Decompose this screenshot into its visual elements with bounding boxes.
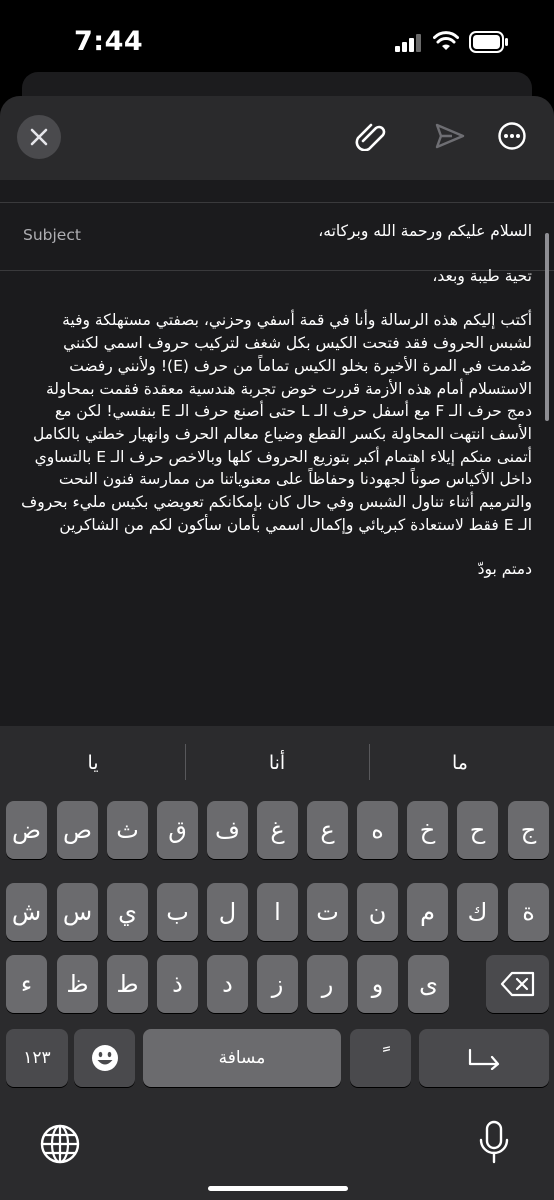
space-key[interactable] xyxy=(143,1029,341,1087)
key[interactable]: ط xyxy=(107,955,148,1013)
globe-icon[interactable] xyxy=(38,1122,82,1166)
return-key[interactable] xyxy=(419,1029,549,1087)
key[interactable]: ج xyxy=(508,801,549,859)
cellular-signal-icon xyxy=(395,34,423,52)
key[interactable]: ص xyxy=(57,801,98,859)
battery-icon xyxy=(469,31,509,53)
key[interactable]: ع xyxy=(307,801,348,859)
key[interactable]: ق xyxy=(157,801,198,859)
key[interactable]: م xyxy=(407,883,448,941)
key[interactable]: ي xyxy=(107,883,148,941)
key[interactable]: و xyxy=(357,955,398,1013)
key[interactable]: ب xyxy=(157,883,198,941)
attach-button[interactable] xyxy=(352,116,392,156)
close-icon xyxy=(30,128,48,146)
message-body[interactable] xyxy=(20,220,532,603)
compose-toolbar xyxy=(0,96,554,180)
key[interactable]: ه xyxy=(357,801,398,859)
body-paragraph: تحية طيبة وبعد، xyxy=(432,266,532,285)
key[interactable]: ن xyxy=(357,883,398,941)
diacritics-key[interactable] xyxy=(350,1029,411,1087)
key[interactable]: س xyxy=(57,883,98,941)
key[interactable]: خ xyxy=(407,801,448,859)
more-button[interactable] xyxy=(492,116,532,156)
key[interactable]: ت xyxy=(307,883,348,941)
suggestion-bar xyxy=(0,726,554,800)
numbers-key[interactable] xyxy=(6,1029,68,1087)
scrollbar[interactable] xyxy=(545,233,549,421)
send-icon xyxy=(434,122,466,150)
key[interactable]: ا xyxy=(257,883,298,941)
key[interactable]: ء xyxy=(6,955,47,1013)
body-paragraph: أكتب إليكم هذه الرسالة وأنا في قمة أسفي وحزني، بصفتي مستهلكة وفية لشبس الحروف فقد فتحت الكيس بكل شغف لتركيب حروف اسمي لكنني صُدمت في المرة الأخيرة بخلو الكيس تماماً من حرف (E)! ولأنني رفضت الاستسلام أمام هذه الأزمة قررت خوض تجربة هندسية معقدة فقمت بمحاولة دمج حرف الـ F مع أسفل حرف الـ L حتى أصنع حرف الـ E بنفسي! لكن مع الأسف انتهت المحاولة بكسر القطع وضياع معالم الحرف وانهيار خطتي بالكامل أتمنى منكم إيلاء اهتمام أكبر بتوزيع الحروف كلها وبالاخص حرف الـ E بالتساوي داخل الأكياس صوناً لجهودنا وحفاظاً على معنوياتنا من ممارسة فنون النحت والترميم أثناء تناول الشبس وفي حال كان بإمكانكم تعويضي بكيس مليء بحروف الـ E فقط لاستعادة كبريائي وإكمال اسمي بأمان سأكون لكم من الشاكرين xyxy=(21,311,532,534)
recipient-row[interactable] xyxy=(0,180,554,203)
key[interactable]: ك xyxy=(457,883,498,941)
key[interactable]: ة xyxy=(508,883,549,941)
status-time: 7:44 xyxy=(74,26,144,57)
key[interactable]: ف xyxy=(207,801,248,859)
home-indicator[interactable] xyxy=(208,1186,348,1191)
emoji-key[interactable] xyxy=(74,1029,135,1087)
wifi-icon xyxy=(433,30,459,52)
suggestion-divider xyxy=(369,744,370,780)
space-key-label: مسافة xyxy=(218,1048,266,1068)
delete-key[interactable] xyxy=(486,955,549,1013)
key[interactable]: ظ xyxy=(57,955,98,1013)
body-paragraph: السلام عليكم ورحمة الله وبركاته، xyxy=(318,222,532,240)
subject-label: Subject xyxy=(23,226,81,244)
suggestion-divider xyxy=(185,744,186,780)
key[interactable]: ض xyxy=(6,801,47,859)
suggestion-item[interactable]: يا xyxy=(87,752,99,774)
key[interactable]: ز xyxy=(257,955,298,1013)
body-paragraph: دمتم بودّ xyxy=(477,560,532,579)
key[interactable]: ش xyxy=(6,883,47,941)
paperclip-icon xyxy=(355,121,389,151)
emoji-icon xyxy=(90,1043,120,1073)
key[interactable]: د xyxy=(207,955,248,1013)
microphone-icon[interactable] xyxy=(478,1120,510,1166)
delete-icon xyxy=(500,971,536,997)
key[interactable]: غ xyxy=(257,801,298,859)
key[interactable]: ر xyxy=(307,955,348,1013)
send-button[interactable] xyxy=(430,116,470,156)
key[interactable]: ى xyxy=(408,955,449,1013)
key[interactable]: ل xyxy=(207,883,248,941)
key[interactable]: ث xyxy=(107,801,148,859)
key[interactable]: ذ xyxy=(157,955,198,1013)
key[interactable]: ح xyxy=(457,801,498,859)
close-button[interactable] xyxy=(17,115,61,159)
return-icon xyxy=(467,1046,501,1070)
numbers-key-label: ١٢٣ xyxy=(23,1048,51,1068)
ellipsis-icon xyxy=(497,121,527,151)
suggestion-item[interactable]: ما xyxy=(452,752,468,774)
suggestion-item[interactable]: أنا xyxy=(268,752,286,774)
